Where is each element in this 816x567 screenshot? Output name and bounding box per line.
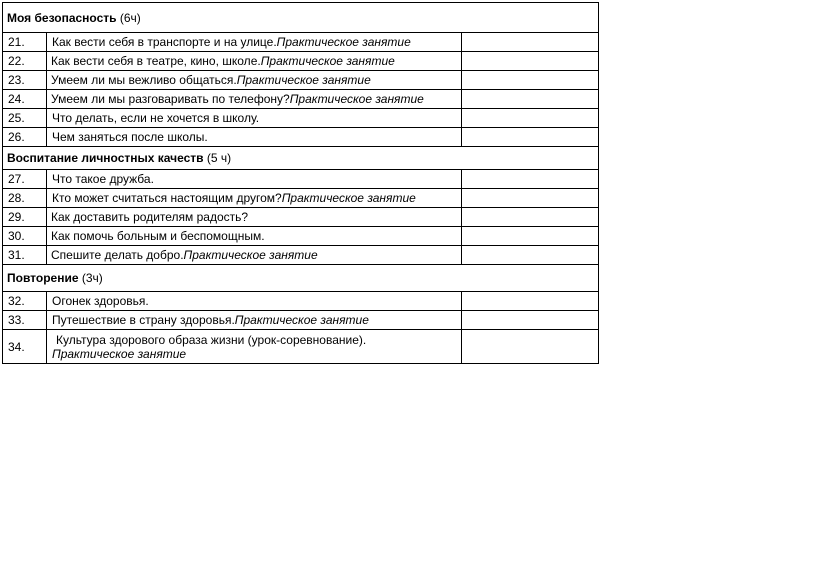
lesson-date-cell [462, 227, 598, 245]
lesson-date-cell [462, 128, 598, 146]
section-title: Повторение (3ч) [7, 271, 103, 285]
section-title: Моя безопасность (6ч) [7, 10, 141, 25]
lesson-number: 31. [3, 246, 47, 264]
lesson-title: Что такое дружба. [47, 170, 462, 188]
lesson-number: 28. [3, 189, 47, 207]
lesson-title: Чем заняться после школы. [47, 128, 462, 146]
table-row [2, 329, 599, 364]
table-row [2, 169, 599, 188]
table-row [2, 291, 599, 310]
lesson-number: 22. [3, 52, 47, 70]
lesson-title: Умеем ли мы вежливо общаться. Практическое занятие [47, 71, 462, 89]
lesson-number: 26. [3, 128, 47, 146]
lesson-title: Спешите делать добро. Практическое занятие [47, 246, 462, 264]
lesson-date-cell [462, 311, 598, 329]
lesson-date-cell [462, 52, 598, 70]
lesson-number: 33. [3, 311, 47, 329]
lesson-number: 29. [3, 208, 47, 226]
lesson-title: Умеем ли мы разговаривать по телефону? Практическое занятие [47, 90, 462, 108]
lesson-title: Как доставить родителям радость? [47, 208, 462, 226]
lesson-number: 25. [3, 109, 47, 127]
lesson-title: Огонек здоровья. [47, 292, 462, 310]
lesson-title: Как вести себя в транспорте и на улице. Практическое занятие [47, 33, 462, 51]
table-row [2, 188, 599, 207]
section-header [2, 146, 599, 169]
lesson-number: 30. [3, 227, 47, 245]
lesson-date-cell [462, 246, 598, 264]
lesson-date-cell [462, 170, 598, 188]
lesson-number: 34. [3, 330, 47, 363]
lesson-date-cell [462, 109, 598, 127]
lesson-date-cell [462, 330, 598, 363]
lesson-number: 24. [3, 90, 47, 108]
lesson-number: 27. [3, 170, 47, 188]
lesson-date-cell [462, 208, 598, 226]
lesson-title: Путешествие в страну здоровья. Практическое занятие [47, 311, 462, 329]
lesson-date-cell [462, 33, 598, 51]
table-row [2, 245, 599, 264]
lesson-plan-table [2, 2, 599, 364]
table-row [2, 70, 599, 89]
table-row [2, 226, 599, 245]
section-header [2, 264, 599, 291]
lesson-number: 21. [3, 33, 47, 51]
lesson-date-cell [462, 189, 598, 207]
table-row [2, 108, 599, 127]
lesson-number: 32. [3, 292, 47, 310]
table-row [2, 32, 599, 51]
lesson-date-cell [462, 292, 598, 310]
lesson-title: Кто может считаться настоящим другом? Практическое занятие [47, 189, 462, 207]
table-row [2, 310, 599, 329]
table-row [2, 51, 599, 70]
table-row [2, 207, 599, 226]
lesson-number: 23. [3, 71, 47, 89]
table-row [2, 127, 599, 146]
section-title: Воспитание личностных качеств (5 ч) [7, 151, 232, 165]
lesson-date-cell [462, 90, 598, 108]
lesson-title: Культура здорового образа жизни (урок-соревнование). Практическое занятие [47, 330, 462, 363]
lesson-title: Что делать, если не хочется в школу. [47, 109, 462, 127]
lesson-title: Как вести себя в театре, кино, школе. Практическое занятие [47, 52, 462, 70]
section-header [2, 2, 599, 32]
lesson-title: Как помочь больным и беспомощным. [47, 227, 462, 245]
lesson-date-cell [462, 71, 598, 89]
table-row [2, 89, 599, 108]
